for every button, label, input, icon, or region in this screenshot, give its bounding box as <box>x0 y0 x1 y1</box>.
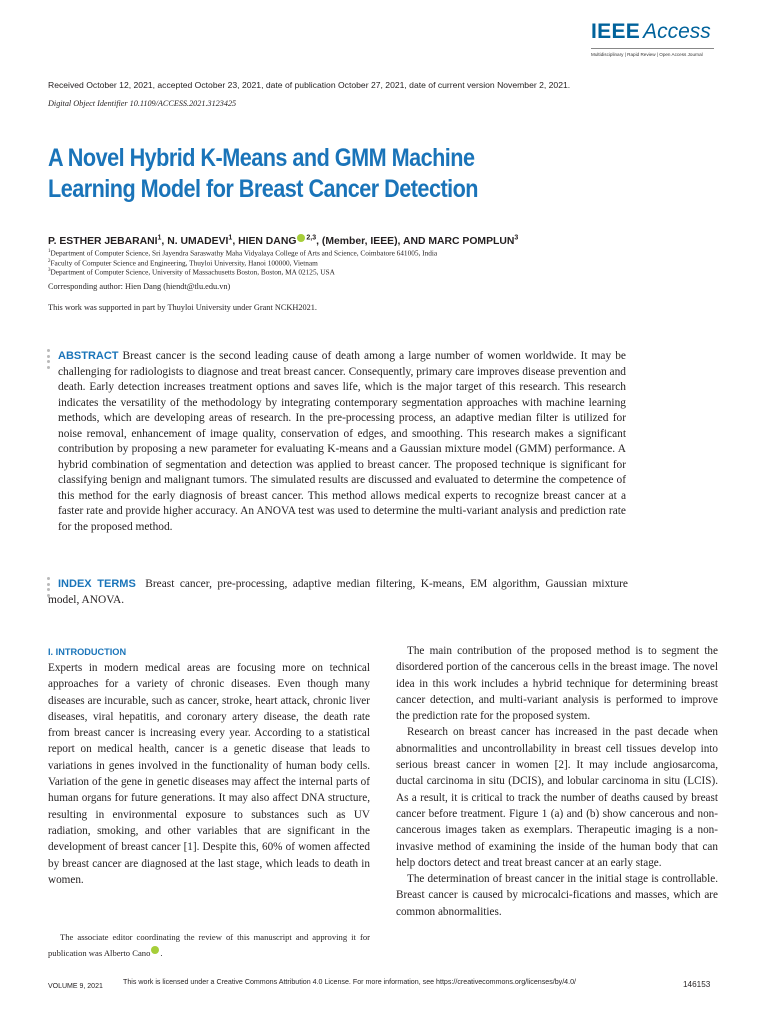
author-1: P. ESTHER JEBARANI <box>48 236 158 247</box>
paper-title <box>48 143 611 205</box>
index-terms <box>48 577 628 608</box>
logo-name: Access <box>643 20 711 43</box>
affiliation-number: 2 <box>48 258 51 264</box>
author-separator: , <box>232 236 239 247</box>
affiliation-3 <box>48 266 335 276</box>
doi: Digital Object Identifier 10.1109/ACCESS.2021.3123425 <box>48 99 237 108</box>
journal-logo <box>591 20 716 60</box>
left-column <box>48 660 370 888</box>
title-line-2: Learning Model for Breast Cancer Detection <box>48 176 479 203</box>
author-1-affil: 1 <box>157 234 162 242</box>
author-separator: , <box>161 236 168 247</box>
index-terms-text: Breast cancer, pre-processing, adaptive median filtering, K-means, EM algorithm, Gaussian mixture model, ANOVA. <box>48 578 628 606</box>
index-terms-label: INDEX TERMS <box>58 578 136 590</box>
affiliation-text: Faculty of Computer Science and Engineering, Thuyloi University, Hanoi 100000, Vietnam <box>50 257 318 267</box>
abstract <box>58 349 626 535</box>
orcid-icon[interactable] <box>297 234 305 242</box>
logo-brand: IEEE <box>591 20 641 43</box>
abstract-label: ABSTRACT <box>58 350 119 362</box>
paragraph: Experts in modern medical areas are focusing more on technical approaches for a variety of chronic diseases. Even though many diseases are incurable, such as cancer, stroke, heart attack, chronic liver diseases, viral hepatitis, and coronary artery disease, the death rate from breast cancer is increasing every year. According to a statistical report on medical health, cancer is a genetic disease that leads to variations in genes involved in the functionality of human body cells. Variation of the gene in genetic diseases may affect the internal parts of human organs for future generations. It may also affect DNA structure, resulting in environmental exposure to substances such as UV radiation, smoking, and other variables that are significant in the development of breast cancer [1]. Despite this, 60% of women affected by breast cancer are diagnosed at the last stage, which leads to death in women. <box>48 662 370 886</box>
affiliation-number: 3 <box>48 268 51 273</box>
author-3-affil: 2,3 <box>306 234 317 242</box>
footnote-text: The associate editor coordinating the review of this manuscript and approving it for publication was Alberto Cano <box>48 932 370 958</box>
author-list <box>48 234 518 247</box>
corresponding-author: Corresponding author: Hien Dang (hiendt@tlu.edu.vn) <box>48 282 231 291</box>
author-3-note: , (Member, IEEE), AND <box>316 236 426 247</box>
affiliation-text: Department of Computer Science, University of Massachusetts Boston, Boston, MA 02125, USA <box>50 267 335 277</box>
author-2: N. UMADEVI <box>167 236 229 247</box>
orcid-icon[interactable] <box>151 946 159 954</box>
affiliation-text: Department of Computer Science, Sri Jayendra Saraswathy Maha Vidyalaya College of Arts and Science, Coimbatore 641005, India <box>50 248 438 258</box>
affiliation-number: 1 <box>48 249 51 254</box>
funding-note: This work was supported in part by Thuyloi University under Grant NCKH2021. <box>48 303 318 312</box>
paragraph: The determination of breast cancer in the initial stage is controllable. Breast cancer is caused by microcalci-fications and masses, which are common abnormalities. <box>396 873 718 918</box>
section-heading: I. INTRODUCTION <box>48 647 127 657</box>
author-3: HIEN DANG <box>238 236 297 247</box>
abstract-text: Breast cancer is the second leading cause of death among a large number of women worldwide. It may be challenging for radiologists to diagnose and treat breast cancer. Consequently, primary care improves disease prevention and death. Early detection increases treatment options and saves life, which is the major target of this research. This research indicates the versatility of the methodology by integrating contemporary segmentation approaches with machine learning methods, which are developing areas of research. In the pre-processing process, an adaptive median filter is utilized for noise removal, enhancement of image quality, conservation of edges, and smoothing. This research makes a significant contribution by proposing a new parameter for evaluating K-means and a Gaussian mixture model (GMM) performance. A hybrid combination of segmentation and detection was applied to breast cancer. The proposed technique is significant for classifying benign and malignant tumors. The simulated results are discussed and evaluated to determine the competence of this method for the early diagnosis of breast cancer. This method allows medical experts to recognize breast cancer at a faster rate and provide higher accuracy. An ANOVA test was used to determine the multi-variant analysis and prediction rate for the proposed method. <box>58 350 626 533</box>
editor-footnote: The associate editor coordinating the review of this manuscript and approving it for publication was Alberto Cano . <box>48 932 370 958</box>
logo-divider <box>591 48 714 49</box>
page-number: 146153 <box>683 980 711 989</box>
title-line-1: A Novel Hybrid K-Means and GMM Machine <box>48 145 475 172</box>
received-dates: Received October 12, 2021, accepted October 23, 2021, date of publication October 27, 2021, date of current version November 2, 2021. <box>48 80 571 90</box>
author-2-affil: 1 <box>228 234 233 242</box>
paragraph: Research on breast cancer has increased in the past decade when abnormalities and uncontrollability in breast cell tissues develop into serious breast cancer in women [2]. It may include angiosarcoma, ductal carcinoma in situ (DCIS), and lobular carcinoma in situ (LCIS). As a result, it is critical to track the number of deaths caused by breast cancer before treatment. Figure 1 (a) and (b) show cancerous and non-cancerous images taken as exemplars. Therapeutic imaging is a non-invasive method of examining the inside of the human body that can help doctors detect and treat breast cancer at an early stage. <box>396 726 718 869</box>
license-text[interactable]: This work is licensed under a Creative Commons Attribution 4.0 License. For more information, see https://creativecommons.org/licenses/by/4.0/ <box>123 978 577 986</box>
author-4-affil: 3 <box>514 234 519 242</box>
paragraph: The main contribution of the proposed method is to segment the disordered portion of the cancerous cells in the breast image. The novel idea in this work includes a hybrid technique for determining breast cancer detection, and multi-variant analysis is performed to improve the prediction rate for the proposed system. <box>396 645 718 723</box>
logo-tagline: Multidisciplinary | Rapid Review | Open Access Journal <box>591 52 703 57</box>
right-column <box>396 643 718 920</box>
abstract-marker-icon <box>47 349 50 371</box>
volume-label: VOLUME 9, 2021 <box>48 983 103 990</box>
author-4: MARC POMPLUN <box>428 236 515 247</box>
